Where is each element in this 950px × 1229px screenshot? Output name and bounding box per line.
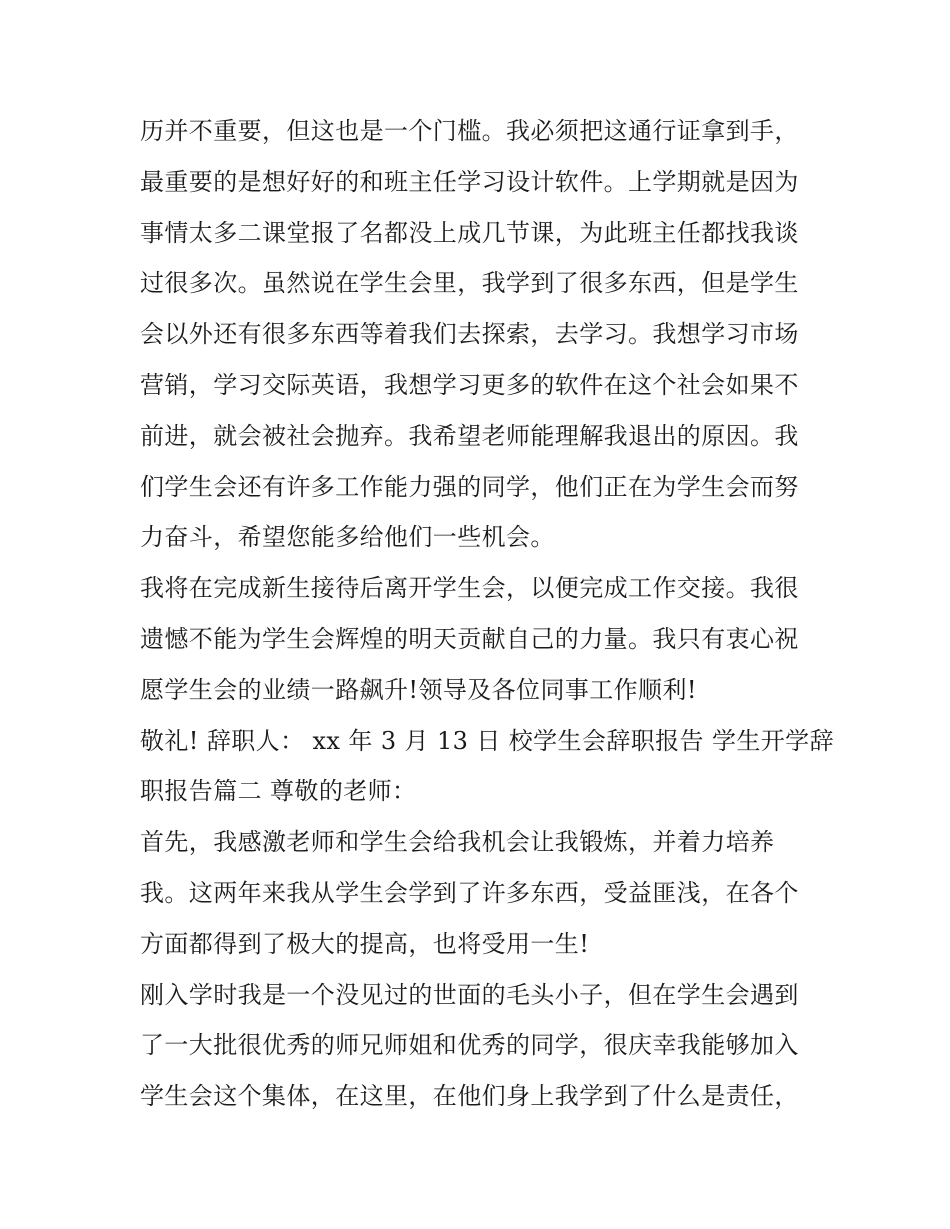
text-line: 首先，我感激老师和学生会给我机会让我锻炼，并着力培养 [140,828,775,857]
text-line: 方面都得到了极大的提高，也将受用一生! [140,929,590,958]
text-line: 前进，就会被社会抛弃。我希望老师能理解我退出的原因。我 [140,421,799,450]
text-line: 历并不重要，但这也是一个门槛。我必须把这通行证拿到手， [140,117,799,145]
text-line: 事情太多二课堂报了名都没上成几节课，为此班主任都找我谈 [140,218,799,247]
text-line: 过很多次。虽然说在学生会里，我学到了很多东西，但是学生 [140,269,799,298]
text-line: 刚入学时我是一个没见过的世面的毛头小子，但在学生会遇到 [140,980,799,1009]
text-line: 我将在完成新生接待后离开学生会，以便完成工作交接。我很 [140,574,799,603]
text-line: 营销，学习交际英语，我想学习更多的软件在这个社会如果不 [140,370,799,399]
text-line: 敬礼! 辞职人： xx 年 3 月 13 日 校学生会辞职报告 学生开学辞 [140,726,834,755]
text-line: 学生会这个集体，在这里，在他们身上我学到了什么是责任， [140,1082,799,1111]
text-line: 遗憾不能为学生会辉煌的明天贡献自己的力量。我只有衷心祝 [140,624,799,653]
text-line: 愿学生会的业绩一路飙升!领导及各位同事工作顺利! [140,675,697,704]
text-line: 职报告篇二 尊敬的老师： [140,777,417,806]
text-line: 们学生会还有许多工作能力强的同学，他们正在为学生会而努 [140,472,799,501]
text-line: 会以外还有很多东西等着我们去探索，去学习。我想学习市场 [140,320,799,349]
text-line: 了一大批很优秀的师兄师姐和优秀的同学，很庆幸我能够加入 [140,1031,799,1060]
text-line: 我。这两年来我从学生会学到了许多东西，受益匪浅，在各个 [140,878,799,907]
body-text [140,106,834,1122]
text-line: 最重要的是想好好的和班主任学习设计软件。上学期就是因为 [140,167,799,196]
text-line: 力奋斗，希望您能多给他们一些机会。 [140,523,555,552]
